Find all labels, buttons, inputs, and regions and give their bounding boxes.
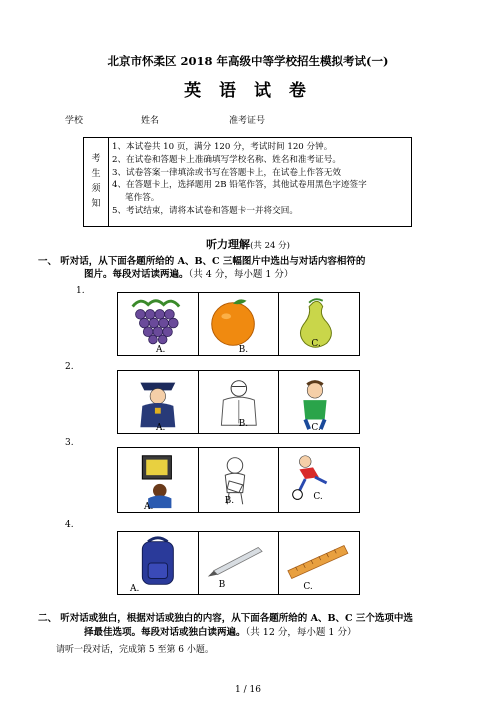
section-title bbox=[0, 236, 496, 252]
question-1-images bbox=[117, 292, 360, 356]
part2-heading-text: 择最佳选项。每段对话或独白读两遍。 bbox=[84, 627, 246, 638]
notice-item-continuation: 笔作答。 bbox=[125, 193, 160, 204]
question-number: 2. bbox=[65, 362, 74, 372]
option-label: A. bbox=[144, 502, 154, 512]
option-label: C. bbox=[303, 582, 313, 592]
pen-icon bbox=[199, 532, 279, 594]
option-label: B bbox=[218, 580, 226, 590]
part1-heading-text: 图片。每段对话读两遍。 bbox=[84, 269, 189, 280]
part2-instruction: 请听一段对话，完成第 5 至第 6 小题。 bbox=[56, 645, 214, 655]
question-3-images bbox=[117, 447, 360, 513]
exam-notice-box bbox=[83, 137, 412, 227]
part2-points: （共 12 分，每小题 1 分） bbox=[245, 627, 357, 638]
notice-item: 2、在试卷和答题卡上准确填写学校名称、姓名和准考证号。 bbox=[112, 154, 341, 165]
name-label: 姓名 bbox=[141, 116, 160, 126]
question-2-images bbox=[117, 370, 360, 434]
school-label: 学校 bbox=[65, 116, 84, 126]
option-label: C. bbox=[313, 492, 323, 502]
reading-child-icon bbox=[199, 448, 279, 512]
paper-subtitle: 英 语 试 卷 bbox=[184, 81, 312, 101]
option-a[interactable] bbox=[118, 371, 199, 433]
option-b[interactable] bbox=[199, 532, 280, 594]
part1-heading-line1: 一、 听对话，从下面各题所给的 A、B、C 三幅图片中选出与对话内容相符的 bbox=[38, 256, 366, 267]
option-label: A. bbox=[130, 584, 140, 594]
part1-points: （共 4 分，每小题 1 分） bbox=[188, 269, 294, 280]
option-b[interactable] bbox=[199, 293, 280, 355]
section-points: (共 24 分) bbox=[250, 241, 290, 251]
question-number: 4. bbox=[65, 520, 74, 530]
option-c[interactable] bbox=[279, 371, 359, 433]
notice-label-char: 考 bbox=[91, 154, 101, 164]
part2-heading-line1: 二、 听对话或独白，根据对话或独白的内容，从下面各题所给的 A、B、C 三个选项中选 bbox=[38, 613, 413, 624]
page-number: 1 / 16 bbox=[235, 685, 261, 695]
section-title-text: 听力理解 bbox=[206, 238, 251, 251]
option-label: C. bbox=[311, 423, 321, 433]
option-label: A. bbox=[156, 423, 166, 433]
notice-label bbox=[84, 138, 109, 226]
option-b[interactable] bbox=[199, 371, 280, 433]
option-label: B. bbox=[224, 496, 235, 506]
part1-heading-line2 bbox=[84, 268, 293, 281]
question-number: 1. bbox=[76, 286, 85, 296]
option-c[interactable] bbox=[279, 448, 359, 512]
notice-item: 5、考试结束，请将本试卷和答题卡一并将交回。 bbox=[112, 205, 298, 216]
option-label: A. bbox=[156, 345, 166, 355]
notice-label-char: 知 bbox=[91, 199, 101, 209]
exam-title: 北京市怀柔区 2018 年高级中等学校招生模拟考试(一) bbox=[107, 54, 389, 68]
question-number: 3. bbox=[65, 438, 74, 448]
option-a[interactable] bbox=[118, 293, 199, 355]
notice-item: 1、本试卷共 10 页，满分 120 分，考试时间 120 分钟。 bbox=[112, 142, 333, 152]
option-b[interactable] bbox=[199, 448, 280, 512]
exam-number-label: 准考证号 bbox=[229, 116, 266, 126]
option-c[interactable] bbox=[279, 293, 359, 355]
ruler-icon bbox=[279, 532, 359, 594]
notice-items bbox=[112, 141, 407, 218]
option-label: B. bbox=[238, 345, 249, 355]
notice-item: 3、试卷答案一律填涂或书写在答题卡上，在试卷上作答无效 bbox=[112, 167, 341, 178]
notice-label-char: 生 bbox=[91, 169, 101, 179]
watching-tv-icon bbox=[118, 448, 198, 512]
part2-heading-line2 bbox=[84, 626, 356, 639]
option-label: B. bbox=[238, 419, 249, 429]
soccer-player-icon bbox=[279, 448, 359, 512]
option-c[interactable] bbox=[279, 532, 359, 594]
notice-label-char: 须 bbox=[91, 184, 101, 194]
option-a[interactable] bbox=[118, 448, 199, 512]
question-4-images bbox=[117, 531, 360, 595]
notice-item: 4、在答题卡上，选择题用 2B 铅笔作答，其他试卷用黑色字迹签字 bbox=[112, 180, 367, 191]
option-label: C. bbox=[311, 339, 321, 349]
option-a[interactable] bbox=[118, 532, 199, 594]
